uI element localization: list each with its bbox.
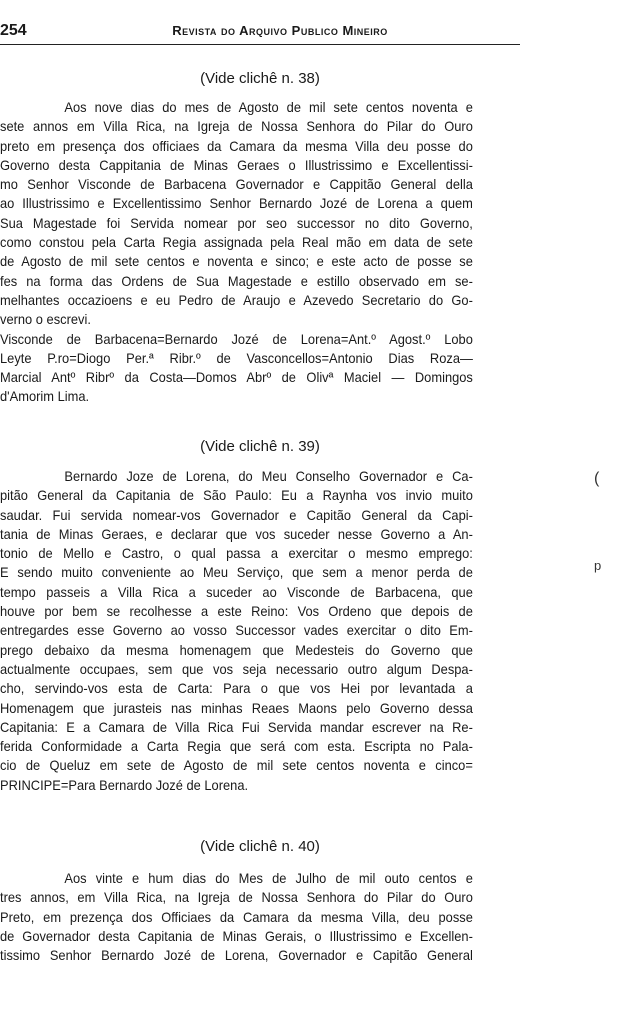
section-heading-39: (Vide clichê n. 39) xyxy=(200,438,320,455)
text-line: cho, servindo-vos esta de Carta: Para o que vos Hei por levantada a xyxy=(0,680,473,697)
text-line: Aos vinte e hum dias do Mes de Julho de mil outo centos e xyxy=(64,870,473,886)
text-line: como constou pela Carta Regia assignada pela Real mão em data de sete xyxy=(0,234,473,251)
text-line: Bernardo Joze de Lorena, do Meu Conselho Governador e Ca- xyxy=(64,468,473,484)
text-line: actualmente occupaes, sem que vos seja necessario outro algum Despa- xyxy=(0,660,473,677)
text-line: cio de Queluz em sete de Agosto de mil sete centos noventa e cinco= xyxy=(0,757,473,774)
paragraph-posse-1797 xyxy=(0,98,473,407)
text-line: mo Senhor Visconde de Barbacena Governador e Cappitão General della xyxy=(0,176,473,193)
text-line: Capitania: E a Camara de Villa Rica Fui Servida mandar escrever na Re- xyxy=(0,718,473,735)
running-title: Revista do Arquivo Publico Mineiro xyxy=(172,23,388,38)
text-line: de Agosto de mil sete centos e noventa e sinco; e este acto de posse se xyxy=(0,253,473,270)
text-line: tissimo Senhor Bernardo Jozé de Lorena, Governador e Capitão General xyxy=(0,947,473,964)
text-line: houve por bem se recolhesse a este Reino: Vos Ordeno que depois de xyxy=(0,603,473,620)
text-line: tonio de Mello e Castro, o qual passa a exercitar o mesmo emprego: xyxy=(0,545,473,562)
text-line: pitão General da Capitania de São Paulo: Eu a Raynha vos invio muito xyxy=(0,487,473,504)
text-line: tania de Minas Geraes, e declarar que vos suceder nesse Governo a An- xyxy=(0,525,473,542)
text-line: fes na forma das Ordens de Sua Magestade e estillo observado em se- xyxy=(0,272,473,289)
text-line: ao Illustrissimo e Excellentissimo Senhor Bernardo Jozé de Lorena a quem xyxy=(0,195,473,212)
paragraph-posse-1803 xyxy=(0,869,473,965)
margin-mark-2: p xyxy=(594,558,602,573)
text-line: prego debaixo da mesma homenagem que Medesteis do Governo que xyxy=(0,641,473,658)
text-line: Visconde de Barbacena=Bernardo Jozé de Lorena=Ant.º Agost.º Lobo xyxy=(0,330,473,347)
section-heading-40: (Vide clichê n. 40) xyxy=(200,838,320,855)
text-line: Preto, em prezença dos Officiaes da Camara da mesma Villa, deu posse xyxy=(0,908,473,925)
text-line: preto em presença dos officiaes da Camara da mesma Villa deu posse do xyxy=(0,137,473,154)
text-line: tres annos, em Villa Rica, na Igreja de Nossa Senhora do Pilar do Ouro xyxy=(0,889,473,906)
page-number: 254 xyxy=(0,22,27,39)
text-line: Homenagem que jurasteis nas minhas Reaes Maons pelo Governo dessa xyxy=(0,699,473,716)
text-line: sete annos em Villa Rica, na Igreja de Nossa Senhora do Pilar do Ouro xyxy=(0,118,473,135)
text-line: Sua Magestade foi Servida nomear por seo successor no dito Governo, xyxy=(0,214,473,231)
text-line: de Governador desta Capitania de Minas Gerais, o Illustrissimo e Excellen- xyxy=(0,927,473,944)
section-heading-38: (Vide clichê n. 38) xyxy=(200,70,320,87)
text-line: Marcial Antº Ribrº da Costa—Domos Abrº de Olivª Maciel — Domingos xyxy=(0,369,473,386)
text-line: d'Amorim Lima. xyxy=(0,388,90,405)
text-line: Leyte P.ro=Diogo Per.ª Ribr.º de Vasconcellos=Antonio Dias Roza— xyxy=(0,349,473,366)
margin-mark-1: ( xyxy=(594,470,600,487)
text-line: Aos nove dias do mes de Agosto de mil sete centos noventa e xyxy=(64,99,473,115)
text-line: ferida Conformidade a Carta Regia que será com esta. Escripta no Pala- xyxy=(0,738,473,755)
text-line: verno o escrevi. xyxy=(0,311,91,328)
paragraph-carta-regia xyxy=(0,467,473,795)
page-header xyxy=(0,22,520,45)
text-line: Governo desta Cappitania de Minas Geraes o Illustrissimo e Excellentissi- xyxy=(0,156,473,173)
text-line: tempo passeis a Villa Rica a suceder ao Visconde de Barbacena, que xyxy=(0,583,473,600)
text-line: E sendo muito conveniente ao Meu Serviço, que sem a menor perda de xyxy=(0,564,473,581)
text-line: entregardes esse Governo ao vosso Successor vades exercitar o dito Em- xyxy=(0,622,473,639)
text-line: melhantes occazioens e eu Pedro de Araujo e Azevedo Secretario do Go- xyxy=(0,291,473,308)
text-line: saudar. Fui servida nomear-vos Governador e Capitão General da Capi- xyxy=(0,506,473,523)
text-line: PRINCIPE=Para Bernardo Jozé de Lorena. xyxy=(0,776,249,793)
